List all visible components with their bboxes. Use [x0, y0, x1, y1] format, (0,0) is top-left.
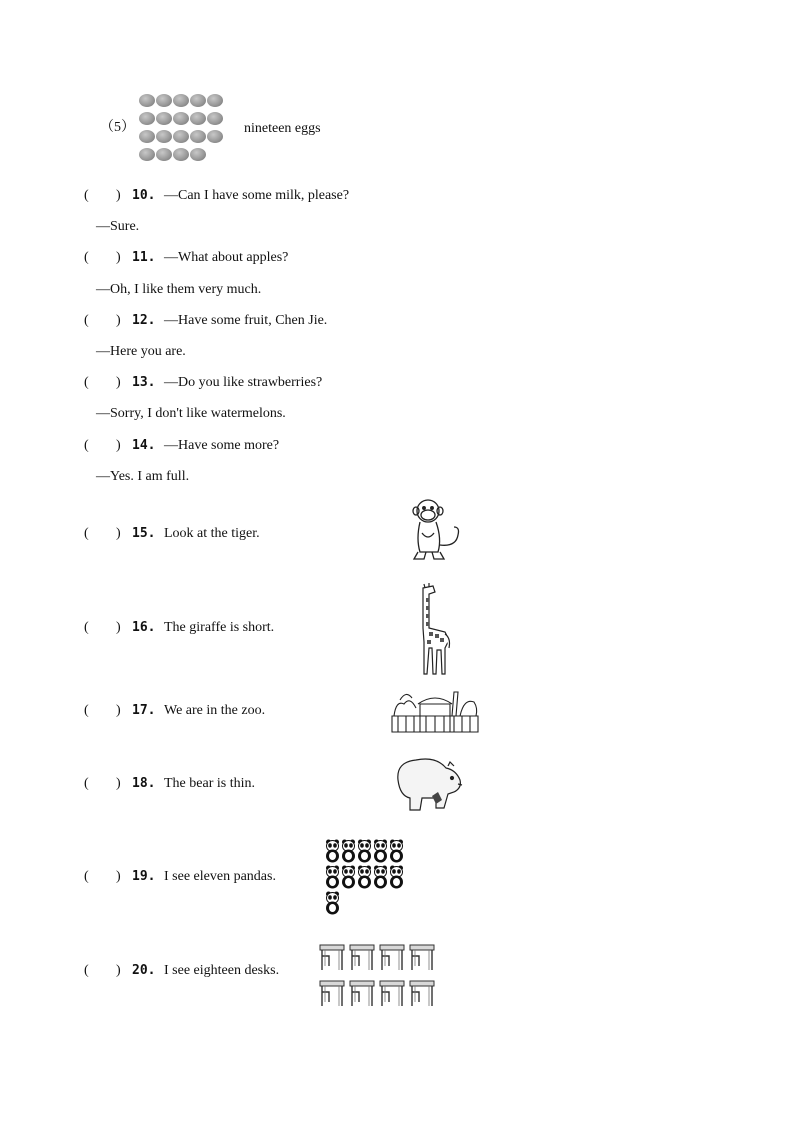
zoo-icon: [390, 686, 480, 734]
question-number: 17.: [132, 703, 156, 718]
panda-icon: [389, 839, 404, 863]
answer-paren-close: ): [116, 703, 121, 718]
giraffe-icon: [415, 582, 455, 676]
egg-icon: [156, 94, 172, 107]
answer-paren-close: ): [116, 438, 121, 453]
desk-icon: [409, 978, 435, 1008]
item-5-label: （5）: [100, 120, 135, 135]
panda-icon: [357, 865, 372, 889]
answer-paren-close: ): [116, 620, 121, 635]
answer-paren-open: (: [84, 526, 89, 541]
question-text: —What about apples?: [164, 250, 289, 265]
question-number: 20.: [132, 963, 156, 978]
answer-text: —Yes. I am full.: [96, 469, 190, 484]
answer-paren-open: (: [84, 620, 89, 635]
question-number: 11.: [132, 250, 156, 265]
answer-paren-open: (: [84, 963, 89, 978]
panda-icon: [325, 865, 340, 889]
answer-paren-open: (: [84, 188, 89, 203]
egg-icon: [173, 112, 189, 125]
panda-icon: [325, 891, 340, 915]
answer-paren-open: (: [84, 250, 89, 265]
egg-icon: [156, 148, 172, 161]
egg-icon: [207, 94, 223, 107]
panda-icon: [373, 865, 388, 889]
answer-paren-open: (: [84, 375, 89, 390]
egg-icon: [139, 112, 155, 125]
panda-icon: [341, 839, 356, 863]
answer-paren-close: ): [116, 188, 121, 203]
question-number: 19.: [132, 869, 156, 884]
question-number: 14.: [132, 438, 156, 453]
desk-icon: [379, 942, 405, 972]
egg-icon: [139, 94, 155, 107]
desk-icon: [379, 978, 405, 1008]
egg-icon: [139, 148, 155, 161]
answer-paren-open: (: [84, 703, 89, 718]
egg-icon: [156, 130, 172, 143]
answer-paren-open: (: [84, 438, 89, 453]
question-text: —Can I have some milk, please?: [164, 188, 350, 203]
egg-icon: [190, 94, 206, 107]
question-number: 12.: [132, 313, 156, 328]
desk-icon: [349, 942, 375, 972]
bear-icon: [392, 752, 466, 814]
answer-paren-close: ): [116, 963, 121, 978]
question-text: We are in the zoo.: [164, 703, 266, 718]
desks-picture: [319, 942, 437, 1014]
answer-text: —Sure.: [96, 219, 140, 234]
egg-icon: [156, 112, 172, 125]
egg-icon: [173, 130, 189, 143]
answer-text: —Sorry, I don't like watermelons.: [96, 406, 286, 421]
answer-paren-close: ): [116, 526, 121, 541]
question-number: 16.: [132, 620, 156, 635]
answer-paren-open: (: [84, 313, 89, 328]
desk-icon: [349, 978, 375, 1008]
question-text: —Do you like strawberries?: [164, 375, 323, 390]
question-text: I see eleven pandas.: [164, 869, 276, 884]
question-number: 15.: [132, 526, 156, 541]
egg-icon: [173, 148, 189, 161]
egg-icon: [190, 148, 206, 161]
monkey-icon: [410, 497, 462, 563]
desk-icon: [319, 942, 345, 972]
answer-paren-open: (: [84, 776, 89, 791]
question-text: The giraffe is short.: [164, 620, 275, 635]
egg-icon: [139, 130, 155, 143]
question-text: The bear is thin.: [164, 776, 255, 791]
egg-icon: [190, 130, 206, 143]
answer-paren-open: (: [84, 869, 89, 884]
answer-text: —Here you are.: [96, 344, 186, 359]
question-number: 10.: [132, 188, 156, 203]
answer-paren-close: ): [116, 313, 121, 328]
panda-icon: [389, 865, 404, 889]
question-text: —Have some more?: [164, 438, 280, 453]
panda-icon: [373, 839, 388, 863]
panda-icon: [325, 839, 340, 863]
question-text: Look at the tiger.: [164, 526, 260, 541]
eggs-picture: [139, 94, 223, 163]
egg-icon: [207, 112, 223, 125]
egg-icon: [190, 112, 206, 125]
panda-icon: [341, 865, 356, 889]
egg-icon: [207, 130, 223, 143]
panda-icon: [357, 839, 372, 863]
answer-paren-close: ): [116, 375, 121, 390]
desk-icon: [409, 942, 435, 972]
item-5-text: nineteen eggs: [244, 121, 321, 136]
question-text: I see eighteen desks.: [164, 963, 280, 978]
answer-paren-close: ): [116, 776, 121, 791]
question-number: 18.: [132, 776, 156, 791]
question-number: 13.: [132, 375, 156, 390]
answer-paren-close: ): [116, 869, 121, 884]
question-text: —Have some fruit, Chen Jie.: [164, 313, 328, 328]
pandas-picture: [325, 839, 404, 917]
answer-paren-close: ): [116, 250, 121, 265]
desk-icon: [319, 978, 345, 1008]
egg-icon: [173, 94, 189, 107]
answer-text: —Oh, I like them very much.: [96, 282, 262, 297]
